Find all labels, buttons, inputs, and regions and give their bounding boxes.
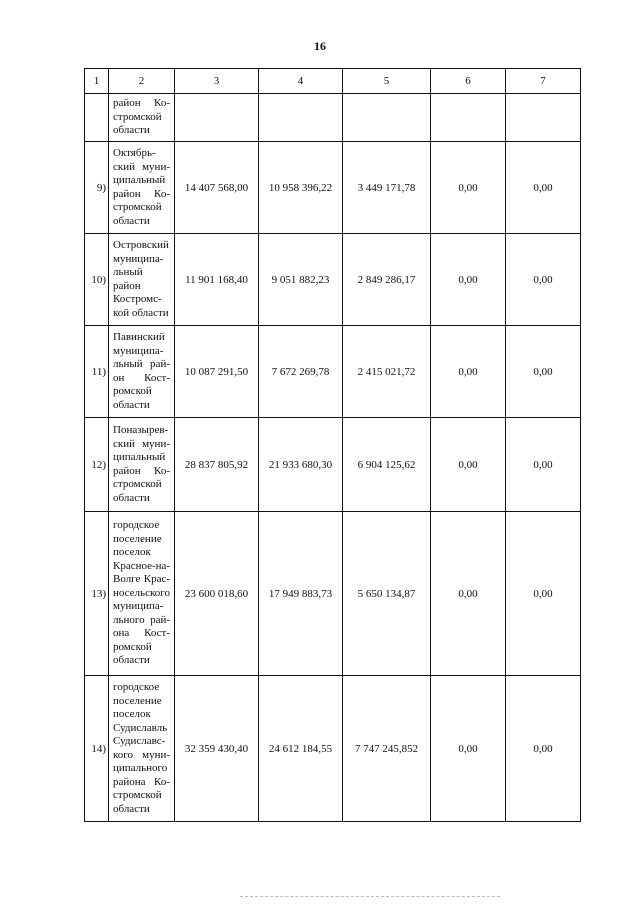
name-line: района Ко- (113, 775, 170, 788)
name-line: кого муни- (113, 748, 170, 761)
name-line: льный рай- (113, 358, 170, 370)
name-line: кой области (113, 306, 169, 319)
name-line: поселение (113, 532, 162, 545)
name-line: ромской (113, 385, 152, 397)
amount-cell-c7: 0,00 (506, 326, 581, 418)
name-line: муниципа- (113, 252, 164, 265)
amount-cell-c3: 23 600 018,60 (175, 512, 259, 676)
municipality-name (109, 234, 175, 326)
row-number: 10) (85, 234, 109, 326)
name-line: она Кост- (113, 627, 170, 640)
amount-cell-c4: 24 612 184,55 (259, 676, 343, 822)
table-row (85, 418, 581, 512)
amount-cell-c5: 7 747 245,852 (343, 676, 431, 822)
amount-cell-c5: 2 415 021,72 (343, 326, 431, 418)
municipality-name (109, 94, 175, 142)
name-line: области (113, 802, 150, 815)
amount-cell-c6: 0,00 (431, 326, 506, 418)
header-cell-3: 3 (175, 69, 259, 94)
header-row (85, 69, 581, 94)
name-line: Павинский (113, 331, 165, 343)
row-number (85, 94, 109, 142)
table-row (85, 326, 581, 418)
name-line: области (113, 654, 150, 667)
name-line: Красное-на- (113, 559, 171, 572)
name-line: ромской (113, 640, 152, 653)
name-line: район Ко- (113, 464, 170, 477)
name-line: район Ко- (113, 187, 170, 200)
name-line: ципального (113, 762, 168, 774)
row-number: 14) (85, 676, 109, 822)
amount-cell-c4: 17 949 883,73 (259, 512, 343, 676)
amount-cell-c7: 0,00 (506, 234, 581, 326)
amount-cell-c4: 7 672 269,78 (259, 326, 343, 418)
name-line: стромской (113, 789, 162, 801)
name-line: Октябрь- (113, 147, 156, 159)
name-line: области (113, 398, 150, 411)
amount-cell-c3: 28 837 805,92 (175, 418, 259, 512)
table-row (85, 512, 581, 676)
table-row (85, 234, 581, 326)
amount-cell-c5: 6 904 125,62 (343, 418, 431, 512)
amount-cell-c3: 32 359 430,40 (175, 676, 259, 822)
header-cell-7: 7 (506, 69, 581, 94)
name-line: поселение (113, 694, 162, 707)
name-line: ский муни- (113, 437, 170, 450)
header-cell-4: 4 (259, 69, 343, 94)
name-line: области (113, 214, 150, 227)
name-line: стромской (113, 201, 162, 213)
amount-cell-c5 (343, 94, 431, 142)
municipality-name (109, 676, 175, 822)
amount-cell-c4 (259, 94, 343, 142)
amount-cell-c7: 0,00 (506, 676, 581, 822)
name-line: Волге Крас- (113, 573, 170, 586)
name-line: области (113, 491, 150, 504)
table-row (85, 676, 581, 822)
amount-cell-c7: 0,00 (506, 418, 581, 512)
amount-cell-c6: 0,00 (431, 512, 506, 676)
name-line: городское (113, 681, 160, 693)
amount-cell-c7 (506, 94, 581, 142)
amount-cell-c3: 14 407 568,00 (175, 142, 259, 234)
row-number: 9) (85, 142, 109, 234)
name-line: район Ко- (113, 97, 170, 110)
amount-cell-c6: 0,00 (431, 234, 506, 326)
amount-cell-c6: 0,00 (431, 418, 506, 512)
name-line: ципальный (113, 451, 166, 463)
name-line: льный (113, 266, 143, 278)
name-line: городское (113, 519, 160, 532)
name-line: Судиславль (113, 721, 168, 734)
name-line: муниципа- (113, 344, 164, 357)
header-cell-1: 1 (85, 69, 109, 94)
amount-cell-c5: 2 849 286,17 (343, 234, 431, 326)
amount-cell-c6: 0,00 (431, 142, 506, 234)
row-number: 12) (85, 418, 109, 512)
name-line: Судиславс- (113, 735, 166, 747)
table-row (85, 94, 581, 142)
amount-cell-c3 (175, 94, 259, 142)
name-line: носельского (113, 586, 170, 599)
amount-cell-c7: 0,00 (506, 512, 581, 676)
municipality-name (109, 142, 175, 234)
name-line: район (113, 279, 141, 292)
name-line: муниципа- (113, 600, 164, 613)
name-line: ский муни- (113, 160, 170, 173)
amount-cell-c4: 9 051 882,23 (259, 234, 343, 326)
header-cell-2: 2 (109, 69, 175, 94)
name-line: льного рай- (113, 613, 170, 626)
amount-cell-c5: 5 650 134,87 (343, 512, 431, 676)
row-number: 11) (85, 326, 109, 418)
name-line: ципальный (113, 174, 166, 186)
header-cell-5: 5 (343, 69, 431, 94)
municipality-name (109, 418, 175, 512)
amount-cell-c6: 0,00 (431, 676, 506, 822)
name-line: области (113, 124, 150, 137)
table-row (85, 142, 581, 234)
page-number: 16 (314, 39, 326, 53)
name-line: Островский (113, 239, 169, 251)
name-line: стромской (113, 478, 162, 490)
amount-cell-c5: 3 449 171,78 (343, 142, 431, 234)
amount-cell-c4: 10 958 396,22 (259, 142, 343, 234)
name-line: поселок (113, 546, 151, 559)
amount-cell-c6 (431, 94, 506, 142)
amount-cell-c7: 0,00 (506, 142, 581, 234)
name-line: поселок (113, 708, 151, 720)
header-cell-6: 6 (431, 69, 506, 94)
amount-cell-c4: 21 933 680,30 (259, 418, 343, 512)
name-line: стромской (113, 110, 162, 123)
municipality-name (109, 326, 175, 418)
amount-cell-c3: 11 901 168,40 (175, 234, 259, 326)
name-line: он Кост- (113, 371, 170, 384)
amount-cell-c3: 10 087 291,50 (175, 326, 259, 418)
row-number: 13) (85, 512, 109, 676)
name-line: Поназырев- (113, 424, 169, 436)
budget-table (84, 68, 581, 822)
scan-footer-marks (240, 896, 500, 899)
name-line: Костромс- (113, 293, 162, 305)
municipality-name (109, 512, 175, 676)
